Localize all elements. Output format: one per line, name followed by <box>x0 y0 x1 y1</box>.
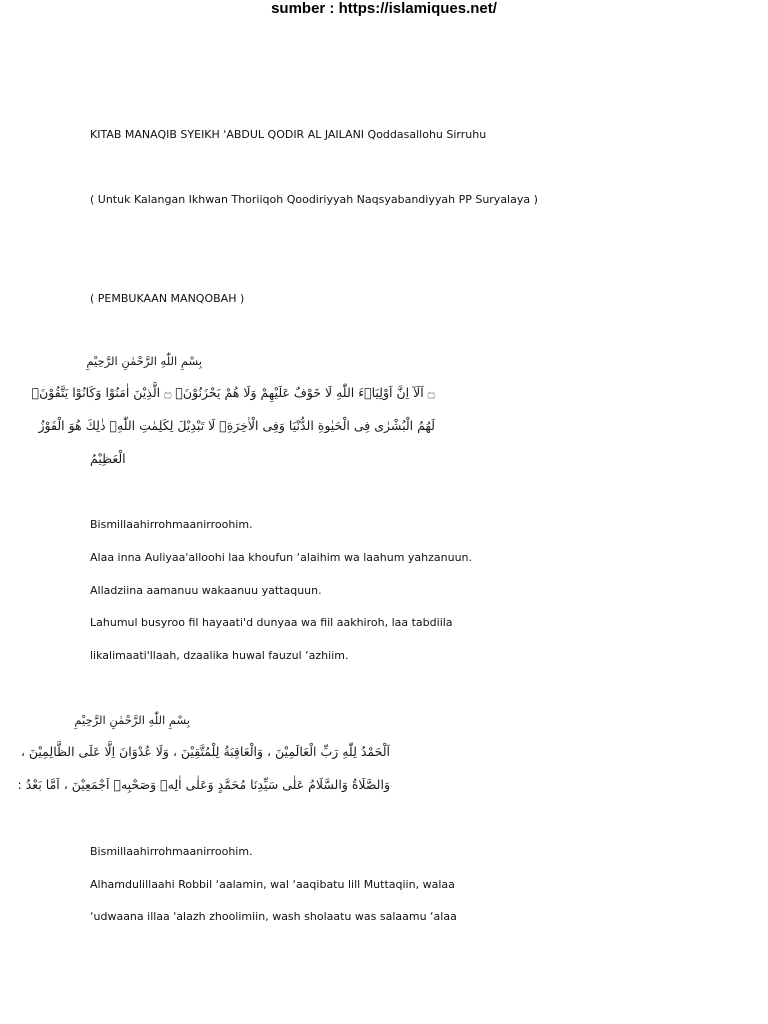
latin-transliteration-line: Bismillaahirrohmaanirroohim. <box>90 518 253 531</box>
arabic-verse-line: لَهُمُ الْبُشْرٰى فِى الْحَيٰوةِ الدُّنْيَا وَفِى الْاٰخِرَةِۗ لَا تَبْدِيْلَ لِكَلِمٰتِ اللّٰهِۗ ذٰلِكَ هُوَ الْفَوْزُ <box>38 418 435 433</box>
latin-transliteration-line: likalimaati'llaah, dzaalika huwal fauzul ‘azhiim. <box>90 649 349 662</box>
arabic-basmala: بِسْمِ اللّٰهِ الرَّحْمٰنِ الرَّحِيْمِ <box>74 713 190 727</box>
latin-transliteration-line: Alhamdulillaahi Robbil ‘aalamin, wal ‘aaqibatu lill Muttaqiin, walaa <box>90 878 455 891</box>
latin-transliteration-line: ‘udwaana illaa 'alazh zhoolimiin, wash sholaatu was salaamu ‘alaa <box>90 910 457 923</box>
document-title: KITAB MANAQIB SYEIKH 'ABDUL QODIR AL JAILANI Qoddasallohu Sirruhu <box>90 128 487 141</box>
document-subtitle: ( Untuk Kalangan Ikhwan Thoriiqoh Qoodiriyyah Naqsyabandiyyah PP Suryalaya ) <box>90 193 538 206</box>
arabic-verse-line: ۝ اَلَآ اِنَّ اَوْلِيَاۤءَ اللّٰهِ لَا خَوْفٌ عَلَيْهِمْ وَلَا هُمْ يَحْزَنُوْنَۚ ۝ الَّذِيْنَ اٰمَنُوْا وَكَانُوْا يَتَّقُوْنَۗ <box>31 385 435 400</box>
latin-transliteration-line: Bismillaahirrohmaanirroohim. <box>90 845 253 858</box>
latin-transliteration-line: Alladziina aamanuu wakaanuu yattaquun. <box>90 584 322 597</box>
arabic-basmala: بِسْمِ اللّٰهِ الرَّحْمٰنِ الرَّحِيْمِ <box>86 354 202 368</box>
arabic-verse-line: وَالصَّلَاةُ وَالسَّلَامُ عَلٰى سَيِّدِنَا مُحَمَّدٍ وَعَلٰى اٰلِهٖ وَصَحْبِهٖ اَجْمَعِيْنَ ، اَمَّا بَعْدُ : <box>17 777 390 792</box>
arabic-verse-line: الْعَظِيْمُ <box>90 451 126 466</box>
latin-transliteration-line: Alaa inna Auliyaa'alloohi laa khoufun ‘alaihim wa laahum yahzanuun. <box>90 551 473 564</box>
latin-transliteration-line: Lahumul busyroo fil hayaati'd dunyaa wa fiil aakhiroh, laa tabdiila <box>90 616 453 629</box>
arabic-verse-line: اَلْحَمْدُ لِلّٰهِ رَبِّ الْعَالَمِيْنَ ، وَالْعَاقِبَةُ لِلْمُتَّقِيْنَ ، وَلَا عُدْوَانَ اِلَّا عَلَى الظَّالِمِيْنَ ، <box>20 744 390 759</box>
section-heading: ( PEMBUKAAN MANQOBAH ) <box>90 292 245 305</box>
source-attribution: sumber : https://islamiques.net/ <box>271 0 497 17</box>
